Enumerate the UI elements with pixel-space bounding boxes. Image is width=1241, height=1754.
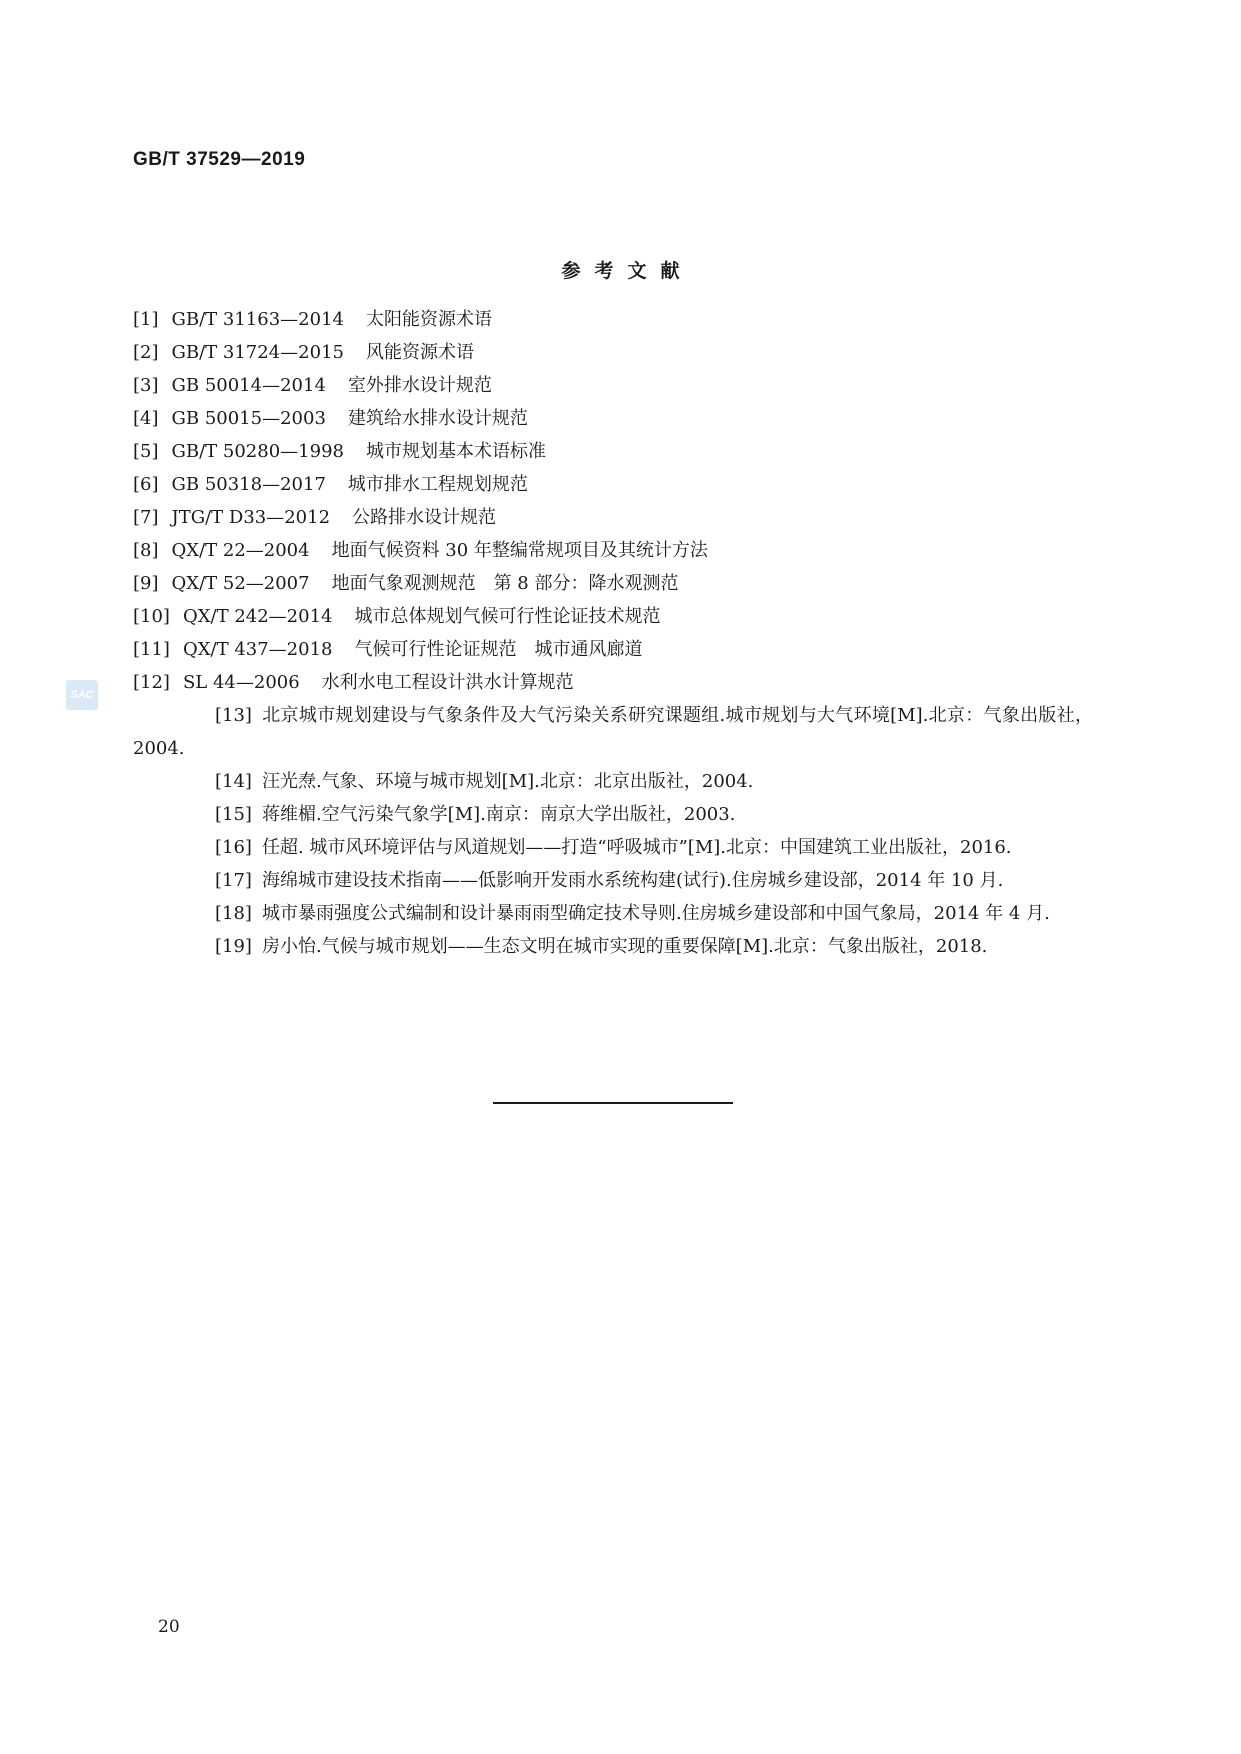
reference-title: 水利水电工程设计洪水计算规范: [321, 672, 574, 693]
reference-number: [13]: [215, 705, 252, 726]
reference-code: SL 44—2006: [182, 672, 300, 693]
page-number: 20: [158, 1617, 180, 1637]
reference-item: [133, 864, 1093, 897]
reference-number: [10]: [133, 606, 170, 627]
standard-number-header: GB/T 37529—2019: [133, 149, 306, 170]
reference-number: [5]: [133, 441, 159, 462]
reference-number: [6]: [133, 474, 159, 495]
reference-text: 房小怡.气候与城市规划——生态文明在城市实现的重要保障[M].北京：气象出版社，2018.: [261, 936, 988, 957]
reference-text: 汪光焘.气象、环境与城市规划[M].北京：北京出版社，2004.: [261, 771, 754, 792]
reference-text: 蒋维楣.空气污染气象学[M].南京：南京大学出版社，2003.: [261, 804, 736, 825]
reference-item: [133, 699, 1093, 765]
reference-number: [1]: [133, 309, 159, 330]
reference-item: [133, 369, 1093, 402]
reference-number: [9]: [133, 573, 159, 594]
reference-item: [133, 798, 1093, 831]
reference-item: [133, 633, 1093, 666]
reference-title: 城市总体规划气候可行性论证技术规范: [354, 606, 661, 627]
reference-title: 室外排水设计规范: [347, 375, 492, 396]
reference-item: [133, 468, 1093, 501]
reference-code: QX/T 242—2014: [182, 606, 333, 627]
reference-number: [15]: [215, 804, 252, 825]
reference-item: [133, 930, 1093, 963]
section-title: 参考文献: [561, 260, 694, 282]
reference-code: GB 50015—2003: [171, 408, 326, 429]
reference-number: [11]: [133, 639, 170, 660]
reference-number: [16]: [215, 837, 252, 858]
reference-number: [2]: [133, 342, 159, 363]
reference-title: 风能资源术语: [365, 342, 474, 363]
reference-code: GB/T 31724—2015: [171, 342, 344, 363]
reference-number: [18]: [215, 903, 252, 924]
reference-code: GB/T 31163—2014: [171, 309, 344, 330]
reference-text: 城市暴雨强度公式编制和设计暴雨雨型确定技术导则.住房城乡建设部和中国气象局，2014 年 4 月.: [261, 903, 1050, 924]
reference-number: [19]: [215, 936, 252, 957]
reference-title: 建筑给水排水设计规范: [347, 408, 528, 429]
reference-code: QX/T 52—2007: [171, 573, 310, 594]
reference-number: [8]: [133, 540, 159, 561]
reference-item: [133, 600, 1093, 633]
reference-title: 太阳能资源术语: [365, 309, 492, 330]
reference-item: [133, 567, 1093, 600]
sac-watermark-logo: SAC: [66, 680, 98, 710]
reference-code: GB 50318—2017: [171, 474, 326, 495]
reference-number: [7]: [133, 507, 159, 528]
reference-item: [133, 336, 1093, 369]
reference-code: GB/T 50280—1998: [171, 441, 344, 462]
reference-number: [3]: [133, 375, 159, 396]
reference-title: 地面气象观测规范 第 8 部分：降水观测范: [331, 573, 679, 594]
reference-item: [133, 666, 1093, 699]
reference-text: 北京城市规划建设与气象条件及大气污染关系研究课题组.城市规划与大气环境[M].北京：气象出版社，2004.: [133, 705, 1093, 759]
reference-number: [12]: [133, 672, 170, 693]
reference-item: [133, 897, 1093, 930]
reference-item: [133, 831, 1093, 864]
reference-title: 城市排水工程规划规范: [347, 474, 528, 495]
reference-title: 城市规划基本术语标准: [365, 441, 546, 462]
reference-title: 气候可行性论证规范 城市通风廊道: [354, 639, 643, 660]
reference-title: 地面气候资料 30 年整编常规项目及其统计方法: [331, 540, 708, 561]
reference-text: 海绵城市建设技术指南——低影响开发雨水系统构建(试行).住房城乡建设部，2014 年 10 月.: [261, 870, 1004, 891]
reference-item: [133, 501, 1093, 534]
reference-item: [133, 402, 1093, 435]
reference-code: QX/T 437—2018: [182, 639, 333, 660]
reference-item: [133, 534, 1093, 567]
reference-code: GB 50014—2014: [171, 375, 326, 396]
reference-code: QX/T 22—2004: [171, 540, 310, 561]
reference-code: JTG/T D33—2012: [171, 507, 331, 528]
reference-number: [4]: [133, 408, 159, 429]
reference-title: 公路排水设计规范: [352, 507, 497, 528]
end-rule: [493, 1102, 733, 1104]
reference-number: [17]: [215, 870, 252, 891]
reference-list: [133, 303, 1093, 963]
reference-number: [14]: [215, 771, 252, 792]
reference-text: 任超. 城市风环境评估与风道规划——打造“呼吸城市”[M].北京：中国建筑工业出版社，2016.: [261, 837, 1012, 858]
reference-item: [133, 303, 1093, 336]
reference-item: [133, 765, 1093, 798]
reference-item: [133, 435, 1093, 468]
